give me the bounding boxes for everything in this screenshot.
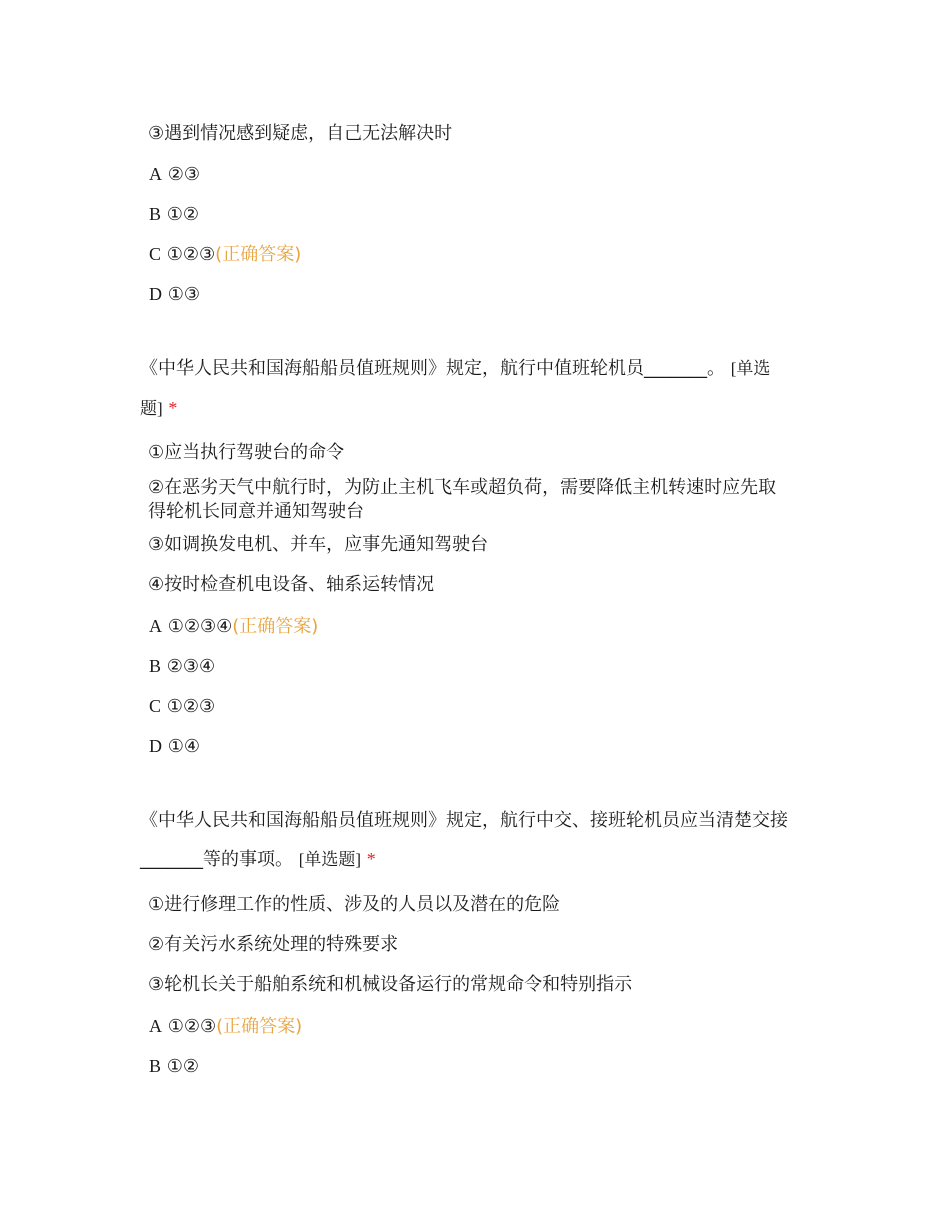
question-type-cont: 题] (140, 399, 163, 418)
option-text: ①③ (167, 284, 201, 305)
q2-title-cont (140, 396, 177, 421)
q2-option-b[interactable] (149, 654, 215, 679)
option-letter: C (149, 244, 162, 264)
required-mark: * (366, 849, 376, 869)
q2-statement-2-cont: 得轮机长同意并通知驾驶台 (148, 501, 364, 522)
option-text: ①②③ (167, 1016, 217, 1037)
q1-option-d[interactable] (149, 282, 200, 307)
option-letter: A (149, 616, 162, 636)
option-letter: B (149, 204, 162, 224)
question-text-cont: _______等的事项。 (140, 849, 293, 870)
q3-option-a[interactable] (149, 1014, 302, 1039)
q2-option-a[interactable] (149, 614, 318, 639)
option-text: ①④ (167, 736, 201, 757)
q3-statement-2: ②有关污水系统处理的特殊要求 (148, 934, 399, 955)
option-text: ②③④ (166, 656, 216, 677)
q1-statement-3: ③遇到情况感到疑虑，自己无法解决时 (148, 123, 453, 144)
option-letter: B (149, 1056, 162, 1076)
q1-option-c[interactable] (149, 242, 301, 267)
q2-title (140, 357, 770, 381)
option-letter: B (149, 656, 162, 676)
required-mark: * (168, 398, 178, 418)
option-letter: A (149, 1016, 162, 1036)
q2-statement-1: ①应当执行驾驶台的命令 (148, 442, 345, 463)
option-text: ②③ (167, 164, 201, 185)
option-text: ①② (166, 1056, 200, 1077)
q3-title-cont (140, 847, 376, 872)
option-letter: D (149, 284, 162, 304)
option-text: ①②③ (166, 696, 216, 717)
option-text: ①②③④ (167, 616, 233, 637)
q3-title: 《中华人民共和国海船船员值班规则》规定，航行中交、接班轮机员应当清楚交接 (140, 810, 788, 831)
q2-statement-2: ②在恶劣天气中航行时，为防止主机飞车或超负荷，需要降低主机转速时应先取 (148, 477, 777, 498)
q3-statement-3: ③轮机长关于船舶系统和机械设备运行的常规命令和特别指示 (148, 974, 633, 995)
q2-statement-4: ④按时检查机电设备、轴系运转情况 (148, 574, 435, 595)
option-letter: D (149, 736, 162, 756)
question-type: [单选 (730, 359, 771, 378)
q2-option-d[interactable] (149, 734, 200, 759)
option-text: ①②③ (166, 244, 216, 265)
option-letter: A (149, 164, 162, 184)
q1-option-a[interactable] (149, 162, 200, 187)
question-type: [单选题] (298, 850, 362, 869)
option-text: ①② (166, 204, 200, 225)
q2-option-c[interactable] (149, 694, 215, 719)
correct-answer-marker: (正确答案) (215, 244, 302, 265)
q3-statement-1: ①进行修理工作的性质、涉及的人员以及潜在的危险 (148, 894, 561, 915)
correct-answer-marker: (正确答案) (216, 1016, 303, 1037)
q1-option-b[interactable] (149, 202, 199, 227)
q3-option-b[interactable] (149, 1054, 199, 1079)
option-letter: C (149, 696, 162, 716)
correct-answer-marker: (正确答案) (232, 616, 319, 637)
q2-statement-3: ③如调换发电机、并车，应事先通知驾驶台 (148, 534, 489, 555)
question-text: 《中华人民共和国海船船员值班规则》规定，航行中值班轮机员_______。 (140, 358, 725, 379)
